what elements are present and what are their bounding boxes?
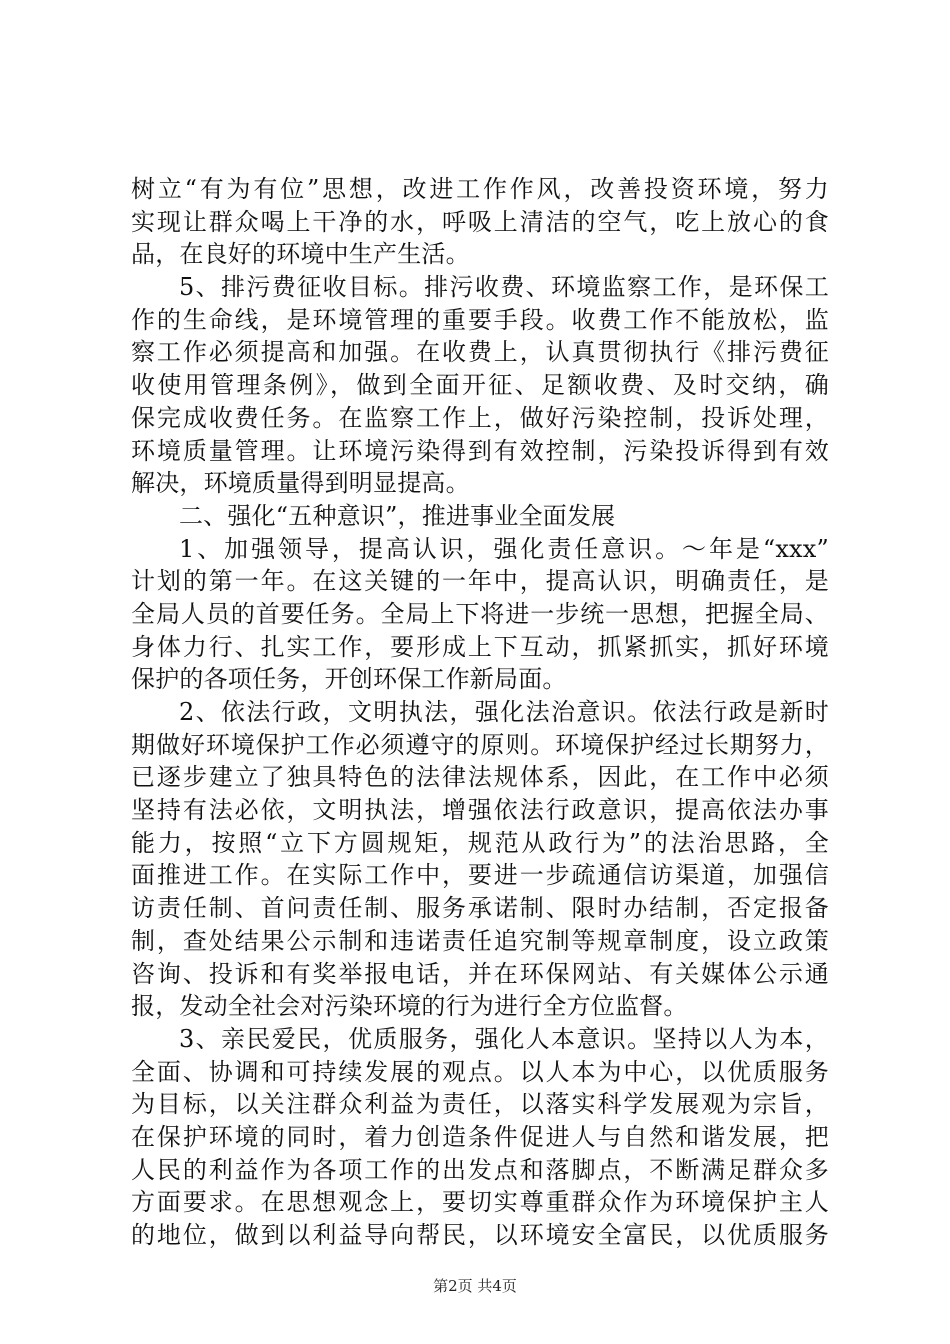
paragraph-line: 解决，环境质量得到明显提高。 (131, 469, 470, 498)
paragraph-line: 的地位，做到以利益导向帮民，以环境安全富民，以优质服务 (131, 1221, 829, 1249)
document-body (131, 173, 829, 1252)
paragraph-line: 计划的第一年。在这关键的一年中，提高认识，明确责任，是 (131, 567, 829, 596)
paragraph-line: 报，发动全社会对污染环境的行为进行全方位监督。 (131, 992, 688, 1021)
paragraph-first-line: 5、排污费征收目标。排污收费、环境监察工作，是环保工 (179, 273, 829, 302)
paragraph-line: 品，在良好的环境中生产生活。 (131, 240, 470, 269)
paragraph-line: 面推进工作。在实际工作中，要进一步疏通信访渠道，加强信 (131, 861, 829, 890)
paragraph-line: 察工作必须提高和加强。在收费上，认真贯彻执行《排污费征 (131, 338, 829, 367)
paragraph-line: 为目标，以关注群众利益为责任，以落实科学发展观为宗旨， (131, 1090, 829, 1119)
paragraph-line: 保完成收费任务。在监察工作上，做好污染控制，投诉处理， (131, 403, 829, 432)
paragraph-line: 能力，按照“立下方圆规矩，规范从政行为”的法治思路，全 (131, 828, 829, 857)
paragraph-line: 环境质量管理。让环境污染得到有效控制，污染投诉得到有效 (131, 436, 829, 465)
paragraph-line: 全面、协调和可持续发展的观点。以人本为中心，以优质服务 (131, 1057, 829, 1086)
paragraph-first-line: 2、依法行政，文明执法，强化法治意识。依法行政是新时 (179, 698, 829, 726)
page-footer (0, 1275, 950, 1296)
paragraph-line: 树立“有为有位”思想，改进工作作风，改善投资环境，努力 (131, 175, 829, 203)
page-number-label: 第2页 共4页 (433, 1277, 517, 1295)
paragraph-line: 坚持有法必依，文明执法，增强依法行政意识，提高依法办事 (131, 796, 829, 825)
paragraph-first-line: 二、强化“五种意识”，推进事业全面发展 (179, 501, 616, 530)
paragraph-first-line: 1、加强领导，提高认识，强化责任意识。～年是“xxx” (179, 534, 829, 563)
paragraph-line: 作的生命线，是环境管理的重要手段。收费工作不能放松，监 (131, 305, 829, 334)
paragraph-line: 已逐步建立了独具特色的法律法规体系，因此，在工作中必须 (131, 763, 829, 792)
paragraph-line: 访责任制、首问责任制、服务承诺制、限时办结制，否定报备 (131, 894, 829, 923)
paragraph-line: 身体力行、扎实工作，要形成上下互动，抓紧抓实，抓好环境 (131, 632, 829, 661)
paragraph-line: 期做好环境保护工作必须遵守的原则。环境保护经过长期努力， (131, 730, 829, 759)
paragraph-line: 制，查处结果公示制和违诺责任追究制等规章制度，设立政策 (131, 926, 829, 955)
paragraph-first-line: 3、亲民爱民，优质服务，强化人本意识。坚持以人为本， (179, 1024, 829, 1053)
paragraph-line: 保护的各项任务，开创环保工作新局面。 (131, 665, 567, 694)
paragraph-line: 实现让群众喝上干净的水，呼吸上清洁的空气，吃上放心的食 (131, 207, 829, 236)
paragraph-line: 咨询、投诉和有奖举报电话，并在环保网站、有关媒体公示通 (131, 959, 829, 988)
paragraph-line: 全局人员的首要任务。全局上下将进一步统一思想，把握全局、 (131, 599, 829, 628)
paragraph-line: 在保护环境的同时，着力创造条件促进人与自然和谐发展，把 (131, 1122, 829, 1151)
paragraph-line: 收使用管理条例》，做到全面开征、足额收费、及时交纳，确 (131, 371, 829, 400)
paragraph-line: 方面要求。在思想观念上，要切实尊重群众作为环境保护主人 (131, 1188, 829, 1217)
paragraph-line: 人民的利益作为各项工作的出发点和落脚点，不断满足群众多 (131, 1155, 829, 1184)
